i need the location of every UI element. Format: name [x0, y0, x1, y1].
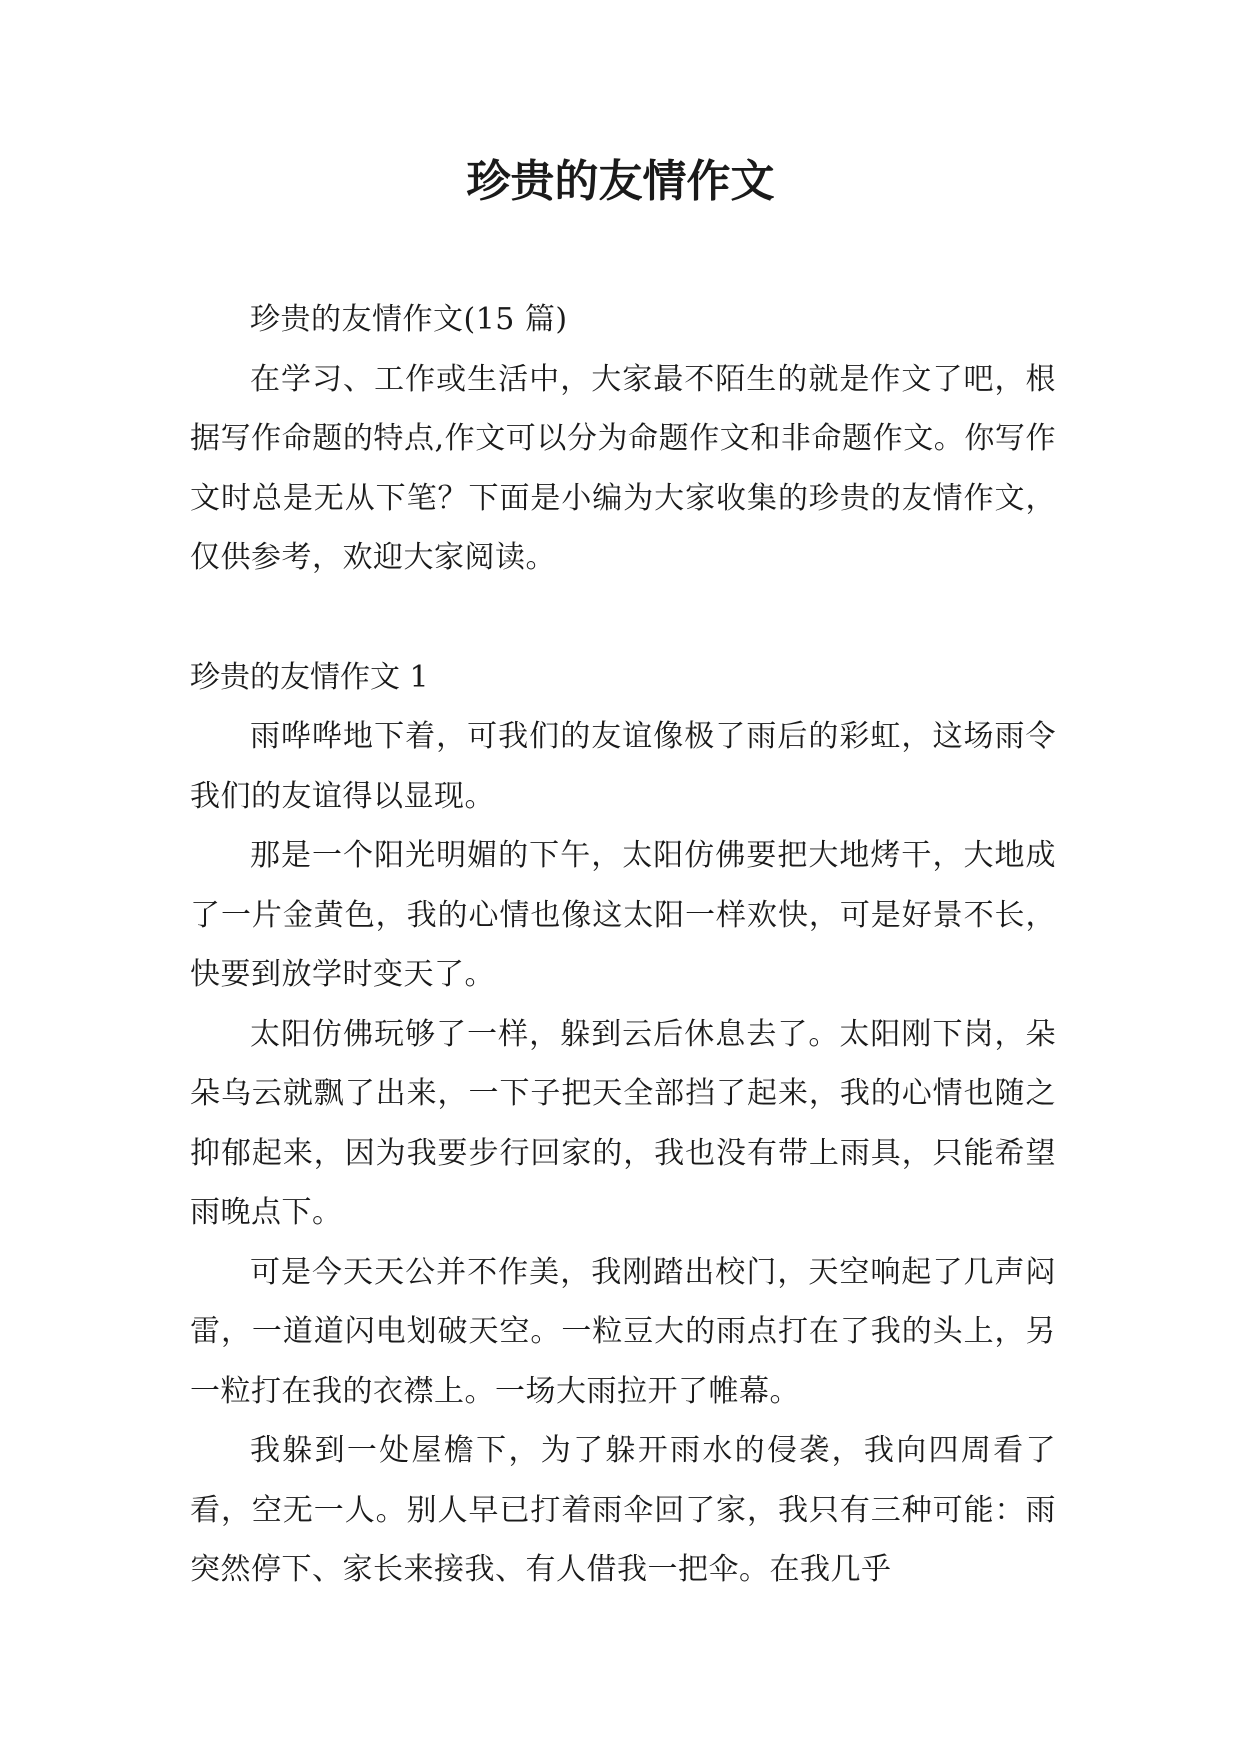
body-paragraph-3: 太阳仿佛玩够了一样，躲到云后休息去了。太阳刚下岗，朵朵乌云就飘了出来，一下子把天全部挡了起来，我的心情也随之抑郁起来，因为我要步行回家的，我也没有带上雨具，只能希望雨晚点下。 [190, 1016, 1056, 1230]
body-paragraph-2: 那是一个阳光明媚的下午，太阳仿佛要把大地烤干，大地成了一片金黄色，我的心情也像这太阳一样欢快，可是好景不长，快要到放学时变天了。 [190, 838, 1056, 992]
body-paragraph-1: 雨哗哗地下着，可我们的友谊像极了雨后的彩虹，这场雨令我们的友谊得以显现。 [190, 719, 1056, 814]
body-paragraph-4: 可是今天天公并不作美，我刚踏出校门，天空响起了几声闷雷，一道道闪电划破天空。一粒豆大的雨点打在了我的头上，另一粒打在我的衣襟上。一场大雨拉开了帷幕。 [190, 1254, 1056, 1409]
section-spacer [190, 588, 1056, 648]
document-title: 珍贵的友情作文 [466, 156, 775, 207]
body-paragraph-5: 我躲到一处屋檐下，为了躲开雨水的侵袭，我向四周看了看，空无一人。别人早已打着雨伞回了家，我只有三种可能：雨突然停下、家长来接我、有人借我一把伞。在我几乎 [190, 1433, 1056, 1587]
document-subtitle: 珍贵的友情作文(15 篇) [250, 302, 568, 337]
section-heading: 珍贵的友情作文 1 [190, 659, 429, 695]
document-body [190, 290, 1056, 1600]
intro-paragraph: 在学习、工作或生活中，大家最不陌生的就是作文了吧，根据写作命题的特点,作文可以分为命题作文和非命题作文。你写作文时总是无从下笔？下面是小编为大家收集的珍贵的友情作文，仅供参考，欢迎大家阅读。 [190, 361, 1056, 575]
